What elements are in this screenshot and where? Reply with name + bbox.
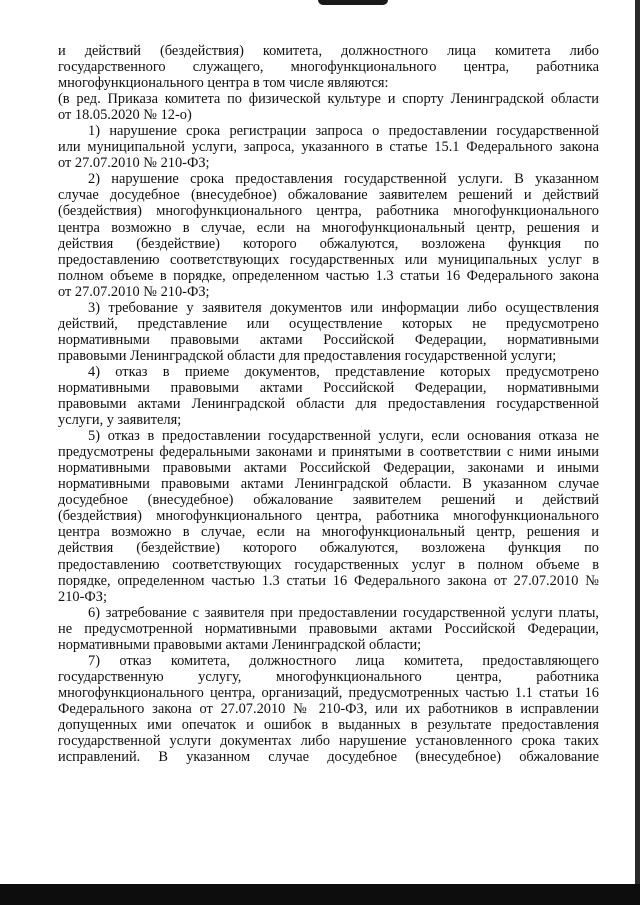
text-line: предоставлению соответствующих государственных или муниципальных услуг в — [58, 251, 599, 268]
text-line: 6) затребование с заявителя при предоставлении государственной услуги платы, — [88, 604, 599, 621]
text-line: (бездействия) многофункционального центра, работника многофункционального — [58, 508, 599, 525]
text-line: предусмотрены федеральными законами и принятыми в соответствии с ними иными — [58, 444, 599, 461]
text-line: 1) нарушение срока регистрации запроса о предоставлении государственной — [88, 123, 599, 140]
paragraph-item-3 — [58, 300, 599, 364]
text-line: нормативными правовыми актами Российской Федерации, нормативными — [58, 331, 599, 348]
text-line: правовыми актами Ленинградской области для предоставления государственной — [58, 396, 599, 413]
text-line: (в ред. Приказа комитета по физической культуре и спорту Ленинградской области — [58, 91, 599, 108]
text-line: 3) требование у заявителя документов или информации либо осуществления — [88, 299, 599, 316]
text-line: многофункционального центра в том числе являются: — [58, 75, 389, 92]
scan-edge-right — [635, 0, 640, 905]
text-line: от 27.07.2010 № 210-ФЗ; — [58, 283, 210, 300]
text-line: или муниципальной услуги, запроса, указанного в статье 15.1 Федерального закона — [58, 139, 599, 156]
text-line: государственного служащего, многофункционального центра, работника — [58, 59, 599, 76]
text-line: предоставлению соответствующих государственных услуг в полном объеме в — [58, 556, 599, 573]
text-line: действий, представление или осуществление которых не предусмотрено — [58, 315, 599, 332]
scan-edge-top — [318, 0, 388, 5]
text-line: 4) отказ в приеме документов, представление которых предусмотрено — [88, 363, 599, 380]
text-line: Федерального закона от 27.07.2010 № 210-ФЗ, или их работников в исправлении — [58, 700, 599, 717]
text-line: государственную услугу, многофункционального центра, работника — [58, 668, 599, 685]
text-line: действия (бездействие) которого обжалуются, возложена функция по — [58, 540, 599, 557]
text-line: центра возможно в случае, если на многофункциональный центр, решения и — [58, 524, 599, 541]
text-line: полном объеме в порядке, определенном частью 1.3 статьи 16 Федерального закона — [58, 267, 599, 284]
text-line: от 27.07.2010 № 210-ФЗ; — [58, 155, 210, 172]
text-line: нормативными правовыми актами Российской Федерации, нормативными — [58, 379, 599, 396]
text-line: 7) отказ комитета, должностного лица комитета, предоставляющего — [88, 652, 599, 669]
text-line: порядке, определенном частью 1.3 статьи 16 Федерального закона от 27.07.2010 № — [58, 572, 599, 589]
paragraph-item-6 — [58, 605, 599, 653]
text-line: 2) нарушение срока предоставления государственной услуги. В указанном — [88, 171, 599, 188]
text-line: действия (бездействие) которого обжалуются, возложена функция по — [58, 235, 599, 252]
paragraph-amendment-note — [58, 91, 599, 123]
text-line: центра возможно в случае, если на многофункциональный центр, решения и — [58, 219, 599, 236]
text-line: от 18.05.2020 № 12-о) — [58, 107, 192, 124]
text-line: 210-ФЗ; — [58, 588, 107, 605]
paragraph-item-7 — [58, 653, 599, 765]
text-line: многофункционального центра, организаций, предусмотренных частью 1.1 статьи 16 — [58, 684, 599, 701]
text-line: 5) отказ в предоставлении государственной услуги, если основания отказа не — [88, 428, 599, 445]
text-line: (бездействия) многофункционального центра, работника многофункционального — [58, 203, 599, 220]
document-page — [58, 43, 599, 765]
text-line: нормативными правовыми актами Ленинградской области. В указанном случае — [58, 476, 599, 493]
text-line: нормативными правовыми актами Российской Федерации, законами и иными — [58, 460, 599, 477]
text-line: не предусмотренной нормативными правовыми актами Российской Федерации, — [58, 620, 599, 637]
paragraph-intro — [58, 43, 599, 91]
paragraph-item-2 — [58, 171, 599, 299]
paragraph-item-1 — [58, 123, 599, 171]
text-line: правовыми Ленинградской области для предоставления государственной услуги; — [58, 347, 557, 364]
scan-edge-bottom — [0, 884, 640, 905]
text-line: исправлений. В указанном случае досудебное (внесудебное) обжалование — [58, 749, 599, 766]
paragraph-item-5 — [58, 428, 599, 605]
text-line: нормативными правовыми актами Ленинградской области; — [58, 636, 422, 653]
text-line: и действий (бездействия) комитета, должностного лица комитета либо — [58, 43, 599, 59]
text-line: досудебное (внесудебное) обжалование заявителем решений и действий — [58, 492, 599, 509]
text-line: государственной услуги документах либо нарушение установленного срока таких — [58, 733, 599, 750]
text-line: допущенных ими опечаток и ошибок в выданных в результате предоставления — [58, 716, 599, 733]
text-line: случае досудебное (внесудебное) обжалование заявителем решений и действий — [58, 187, 599, 204]
text-line: услуги, у заявителя; — [58, 412, 182, 429]
paragraph-item-4 — [58, 364, 599, 428]
